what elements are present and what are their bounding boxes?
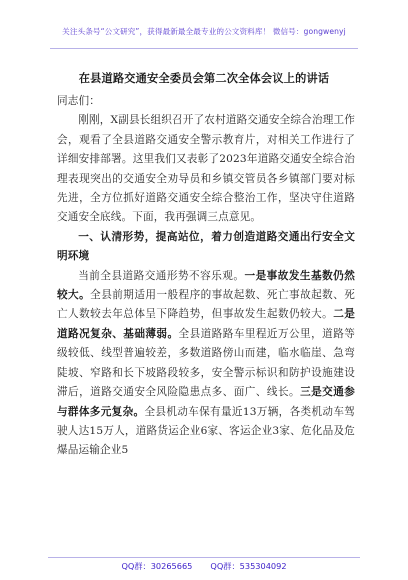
point-two-text: 全县道路路车里程近万公里，道路等级较低、线型普遍较差，多数道路傍山而建，临水临崖、急弯陡坡、窄路和长下坡路段较多，安全警示标识和防护设施建设滞后，道路交通安全风险隐患点多、面广、线长。 — [57, 327, 355, 399]
footer-qq-group-2: QQ群：535304092 — [210, 561, 287, 571]
document-title: 在县道路交通安全委员会第二次全体会议上的讲话 — [78, 71, 330, 85]
paragraph-situation — [57, 267, 355, 461]
point-three-text: 全县机动车保有量近13万辆，各类机动车驾驶人达15万人，道路货运企业6家、客运企业3家、危化品及危爆品运输企业5 — [57, 405, 355, 457]
document-body — [57, 92, 355, 461]
point-three-heading: 三是交通参与群体多元复杂。 — [57, 386, 355, 418]
point-one-heading: 一是事故发生基数仍然较大。 — [57, 269, 356, 302]
greeting: 同志们： — [57, 95, 100, 107]
footer-qq-group-1: QQ群：30265665 — [121, 561, 193, 571]
header-banner: 关注头条号“公文研究”，获得最新最全最专业的公文资料库！ 微信号：gongwenyj — [62, 27, 346, 36]
paragraph-situation-intro: 当前全县道路交通形势不容乐观。 — [78, 269, 245, 282]
point-one-text: 全县前期适用一般程序的事故起数、死亡事故起数、死亡人数较去年总体呈下降趋势，但事故发生起数仍较大。 — [57, 289, 355, 321]
paragraph-intro: 刚刚，X副县长组织召开了农村道路交通安全综合治理工作会，观看了全县道路交通安全警示教育片，对相关工作进行了详细安排部署。这里我们又表彰了2023年道路交通安全综合治理表现突出的交通安全劝导员和乡镇交管员各乡镇部门要对标先进，全方位抓好道路交通安全综合整治工作，坚决守住道路交通安全底线。下面，我再强调三点意见。 — [57, 114, 355, 224]
footer-divider — [48, 557, 360, 558]
point-two-heading: 二是道路况复杂、基础薄弱。 — [57, 308, 355, 340]
footer — [0, 561, 408, 572]
header-divider — [50, 48, 358, 49]
section-heading-1: 一、认清形势，提高站位，着力创造道路交通出行安全文明环境 — [57, 230, 355, 263]
